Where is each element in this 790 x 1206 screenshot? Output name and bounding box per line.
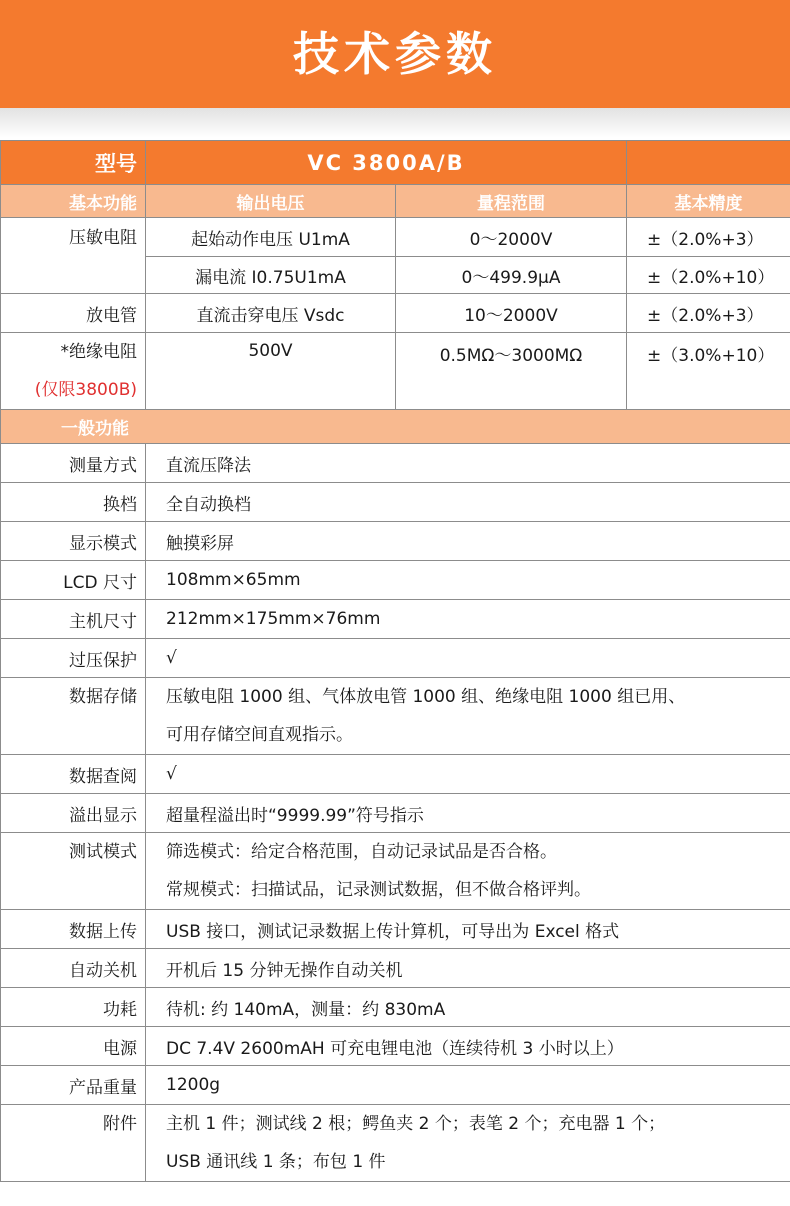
general-row: [1, 755, 790, 794]
general-label: 数据上传: [1, 910, 146, 949]
insulation-row: [1, 333, 790, 410]
general-label: 溢出显示: [1, 794, 146, 833]
accuracy-header: 基本精度: [627, 185, 790, 218]
general-label: 附件: [1, 1105, 146, 1182]
general-label: 主机尺寸: [1, 600, 146, 639]
general-label: 过压保护: [1, 639, 146, 678]
general-value: [146, 678, 790, 755]
insulation-accuracy: ±（3.0%+10）: [627, 333, 790, 410]
general-label: 电源: [1, 1027, 146, 1066]
general-value: 108mm×65mm: [146, 561, 790, 600]
general-label: LCD 尺寸: [1, 561, 146, 600]
gas-tube-range: 10～2000V: [396, 294, 627, 333]
general-value-line: USB 通讯线 1 条；布包 1 件: [166, 1152, 386, 1172]
general-value: 全自动换档: [146, 483, 790, 522]
varistor-output-2: 漏电流 I0.75U1mA: [146, 257, 396, 294]
general-value: √: [146, 755, 790, 794]
range-header: 量程范围: [396, 185, 627, 218]
general-label: 自动关机: [1, 949, 146, 988]
general-row: [1, 910, 790, 949]
insulation-label: *绝缘电阻: [60, 342, 137, 362]
general-value: 触摸彩屏: [146, 522, 790, 561]
general-function-header: 一般功能: [1, 410, 790, 444]
general-label: 产品重量: [1, 1066, 146, 1105]
general-row: [1, 600, 790, 639]
general-row: [1, 949, 790, 988]
general-row: [1, 522, 790, 561]
general-value: 超量程溢出时“9999.99”符号指示: [146, 794, 790, 833]
model-row: [1, 141, 790, 185]
general-value-line: 筛选模式：给定合格范围，自动记录试品是否合格。: [166, 842, 557, 862]
general-value: USB 接口，测试记录数据上传计算机，可导出为 Excel 格式: [146, 910, 790, 949]
general-value-line: 可用存储空间直观指示。: [166, 725, 353, 745]
general-row: [1, 833, 790, 910]
general-value-line: 常规模式：扫描试品，记录测试数据，但不做合格评判。: [166, 880, 591, 900]
model-label: 型号: [1, 141, 146, 185]
general-value: [146, 833, 790, 910]
general-value: 待机: 约 140mA，测量：约 830mA: [146, 988, 790, 1027]
general-row: [1, 483, 790, 522]
general-row: [1, 678, 790, 755]
insulation-range: 0.5MΩ～3000MΩ: [396, 333, 627, 410]
general-row: [1, 639, 790, 678]
output-voltage-header: 输出电压: [146, 185, 396, 218]
general-row: [1, 1027, 790, 1066]
general-row: [1, 794, 790, 833]
general-header-row: [1, 410, 790, 444]
general-value: 开机后 15 分钟无操作自动关机: [146, 949, 790, 988]
insulation-output: 500V: [146, 333, 396, 410]
gas-tube-label: 放电管: [1, 294, 146, 333]
general-row: [1, 988, 790, 1027]
varistor-output-1: 起始动作电压 U1mA: [146, 218, 396, 257]
varistor-range-1: 0～2000V: [396, 218, 627, 257]
general-value-line: 主机 1 件；测试线 2 根；鳄鱼夹 2 个；表笔 2 个；充电器 1 个；: [166, 1114, 666, 1134]
gas-tube-row: [1, 294, 790, 333]
varistor-range-2: 0～499.9μA: [396, 257, 627, 294]
varistor-accuracy-2: ±（2.0%+10）: [627, 257, 790, 294]
general-label: 换档: [1, 483, 146, 522]
varistor-accuracy-1: ±（2.0%+3）: [627, 218, 790, 257]
model-empty-cell: [627, 141, 790, 185]
insulation-note: (仅限3800B): [34, 380, 137, 400]
general-label: 功耗: [1, 988, 146, 1027]
general-row: [1, 1066, 790, 1105]
general-value: 1200g: [146, 1066, 790, 1105]
model-value: VC 3800A/B: [146, 141, 627, 185]
general-label: 测量方式: [1, 444, 146, 483]
general-label: 数据存储: [1, 678, 146, 755]
general-row: [1, 561, 790, 600]
general-label: 测试模式: [1, 833, 146, 910]
page-title: 技术参数: [293, 27, 497, 81]
banner-shadow: [0, 108, 790, 138]
general-label: 显示模式: [1, 522, 146, 561]
gas-tube-accuracy: ±（2.0%+3）: [627, 294, 790, 333]
general-value: √: [146, 639, 790, 678]
spec-table: [0, 140, 790, 1182]
general-value: [146, 1105, 790, 1182]
basic-header-row: [1, 185, 790, 218]
varistor-row-1: [1, 218, 790, 257]
general-label: 数据查阅: [1, 755, 146, 794]
general-row: [1, 444, 790, 483]
basic-function-header: 基本功能: [1, 185, 146, 218]
general-value: DC 7.4V 2600mAH 可充电锂电池（连续待机 3 小时以上）: [146, 1027, 790, 1066]
insulation-label-cell: [1, 333, 146, 410]
gas-tube-output: 直流击穿电压 Vsdc: [146, 294, 396, 333]
general-value: 212mm×175mm×76mm: [146, 600, 790, 639]
general-value: 直流压降法: [146, 444, 790, 483]
general-value-line: 压敏电阻 1000 组、气体放电管 1000 组、绝缘电阻 1000 组已用、: [166, 687, 686, 707]
varistor-label: 压敏电阻: [1, 218, 146, 294]
general-row: [1, 1105, 790, 1182]
